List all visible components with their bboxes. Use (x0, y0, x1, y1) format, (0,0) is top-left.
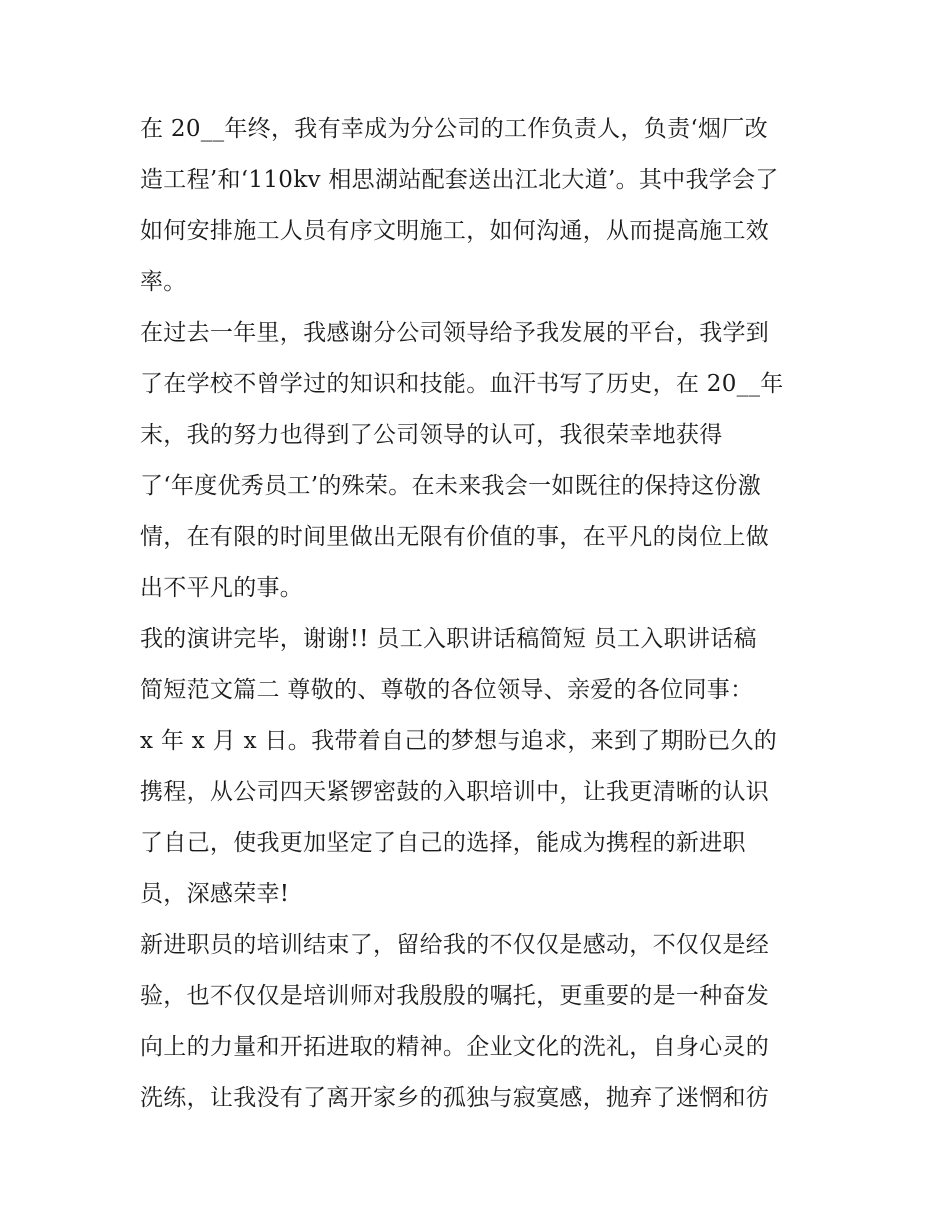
text-line: 情，在有限的时间里做出无限有价值的事，在平凡的岗位上做 (140, 524, 770, 550)
text-line: 新进职员的培训结束了，留给我的不仅仅是感动，不仅仅是经 (140, 932, 770, 958)
text-line: 在过去一年里，我感谢分公司领导给予我发展的平台，我学到 (140, 320, 770, 346)
text-line: 员，深感荣幸! (140, 881, 290, 907)
text-line: 了自己，使我更加坚定了自己的选择，能成为携程的新进职 (140, 830, 746, 856)
text-line: x 年 x 月 x 日。我带着自己的梦想与追求，来到了期盼已久的 (140, 728, 778, 754)
text-line: 我的演讲完毕，谢谢!! 员工入职讲话稿简短 员工入职讲话稿 (140, 626, 757, 652)
text-line: 出不平凡的事。 (140, 575, 304, 601)
text-line: 洗练，让我没有了离开家乡的孤独与寂寞感，抛弃了迷惘和彷 (140, 1085, 770, 1111)
text-line: 造工程’和‘110kv 相思湖站配套送出江北大道’。其中我学会了 (140, 167, 779, 193)
text-line: 向上的力量和开拓进取的精神。企业文化的洗礼，自身心灵的 (140, 1034, 770, 1060)
text-line: 末，我的努力也得到了公司领导的认可，我很荣幸地获得 (140, 422, 723, 448)
text-line: 简短范文篇二 尊敬的、尊敬的各位领导、亲爱的各位同事： (140, 677, 754, 703)
text-line: 如何安排施工人员有序文明施工，如何沟通，从而提高施工效 (140, 218, 770, 244)
text-line: 携程，从公司四天紧锣密鼓的入职培训中，让我更清晰的认识 (140, 779, 770, 805)
document-body (140, 104, 820, 1124)
text-line: 了‘年度优秀员工’的殊荣。在未来我会一如既往的保持这份激 (140, 473, 762, 499)
text-line: 率。 (140, 269, 187, 295)
text-line: 在 20__年终，我有幸成为分公司的工作负责人，负责‘烟厂改 (140, 116, 768, 142)
text-line: 验，也不仅仅是培训师对我殷殷的嘱托，更重要的是一种奋发 (140, 983, 770, 1009)
text-line: 了在学校不曾学过的知识和技能。血汗书写了历史，在 20__年 (140, 371, 784, 397)
